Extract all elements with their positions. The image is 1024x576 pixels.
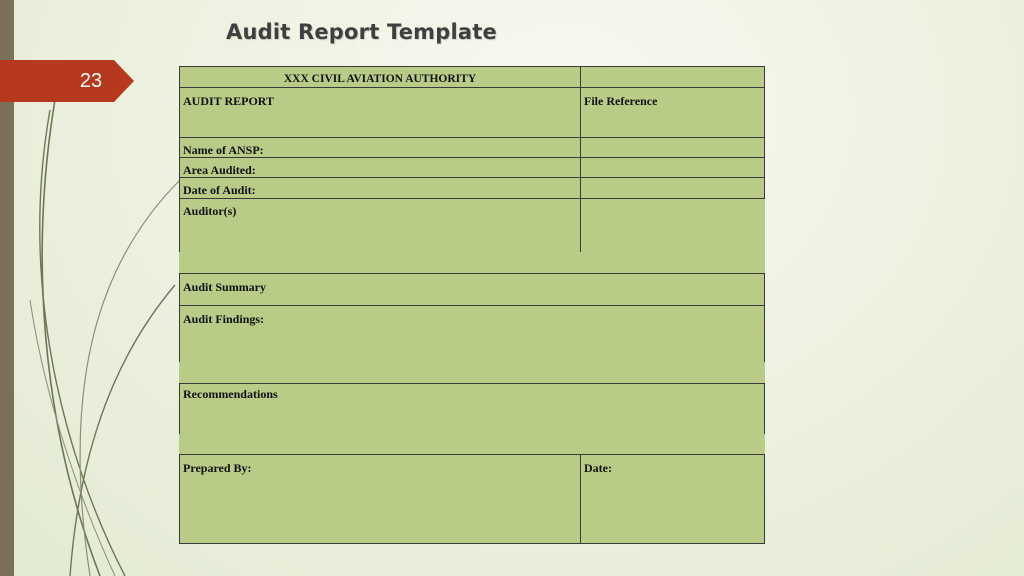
page-title: Audit Report Template	[226, 20, 497, 44]
auditors-row	[179, 198, 765, 253]
audit-report-label: AUDIT REPORT	[179, 87, 581, 138]
date-of-audit-label: Date of Audit:	[179, 177, 581, 199]
spacer-row	[179, 362, 765, 384]
slide-number-badge	[0, 60, 134, 102]
slide-number: 23	[79, 70, 103, 92]
name-of-ansp-label: Name of ANSP:	[179, 137, 581, 158]
audit-summary-row	[179, 273, 765, 306]
auditors-label: Auditor(s)	[179, 198, 581, 253]
area-audited-field[interactable]	[581, 157, 765, 178]
recommendations-label[interactable]: Recommendations	[179, 383, 765, 435]
spacer-row	[179, 434, 765, 455]
area-audited-row	[179, 157, 765, 178]
auditors-field[interactable]	[581, 198, 765, 253]
recommendations-row	[179, 383, 765, 435]
date-of-audit-row	[179, 177, 765, 199]
authority-header: XXX CIVIL AVIATION AUTHORITY	[179, 66, 581, 88]
spacer-row	[179, 252, 765, 274]
audit-findings-row	[179, 305, 765, 363]
signoff-row	[179, 454, 765, 544]
prepared-by-label[interactable]: Prepared By:	[179, 454, 581, 544]
name-of-ansp-field[interactable]	[581, 137, 765, 158]
audit-findings-label[interactable]: Audit Findings:	[179, 305, 765, 363]
date-label[interactable]: Date:	[581, 454, 765, 544]
audit-report-row	[179, 87, 765, 138]
area-audited-label: Area Audited:	[179, 157, 581, 178]
file-reference-label[interactable]: File Reference	[581, 87, 765, 138]
audit-summary-label[interactable]: Audit Summary	[179, 273, 765, 306]
form-header-row	[179, 66, 765, 88]
date-of-audit-field[interactable]	[581, 177, 765, 199]
name-of-ansp-row	[179, 137, 765, 158]
header-right-cell[interactable]	[581, 66, 765, 88]
